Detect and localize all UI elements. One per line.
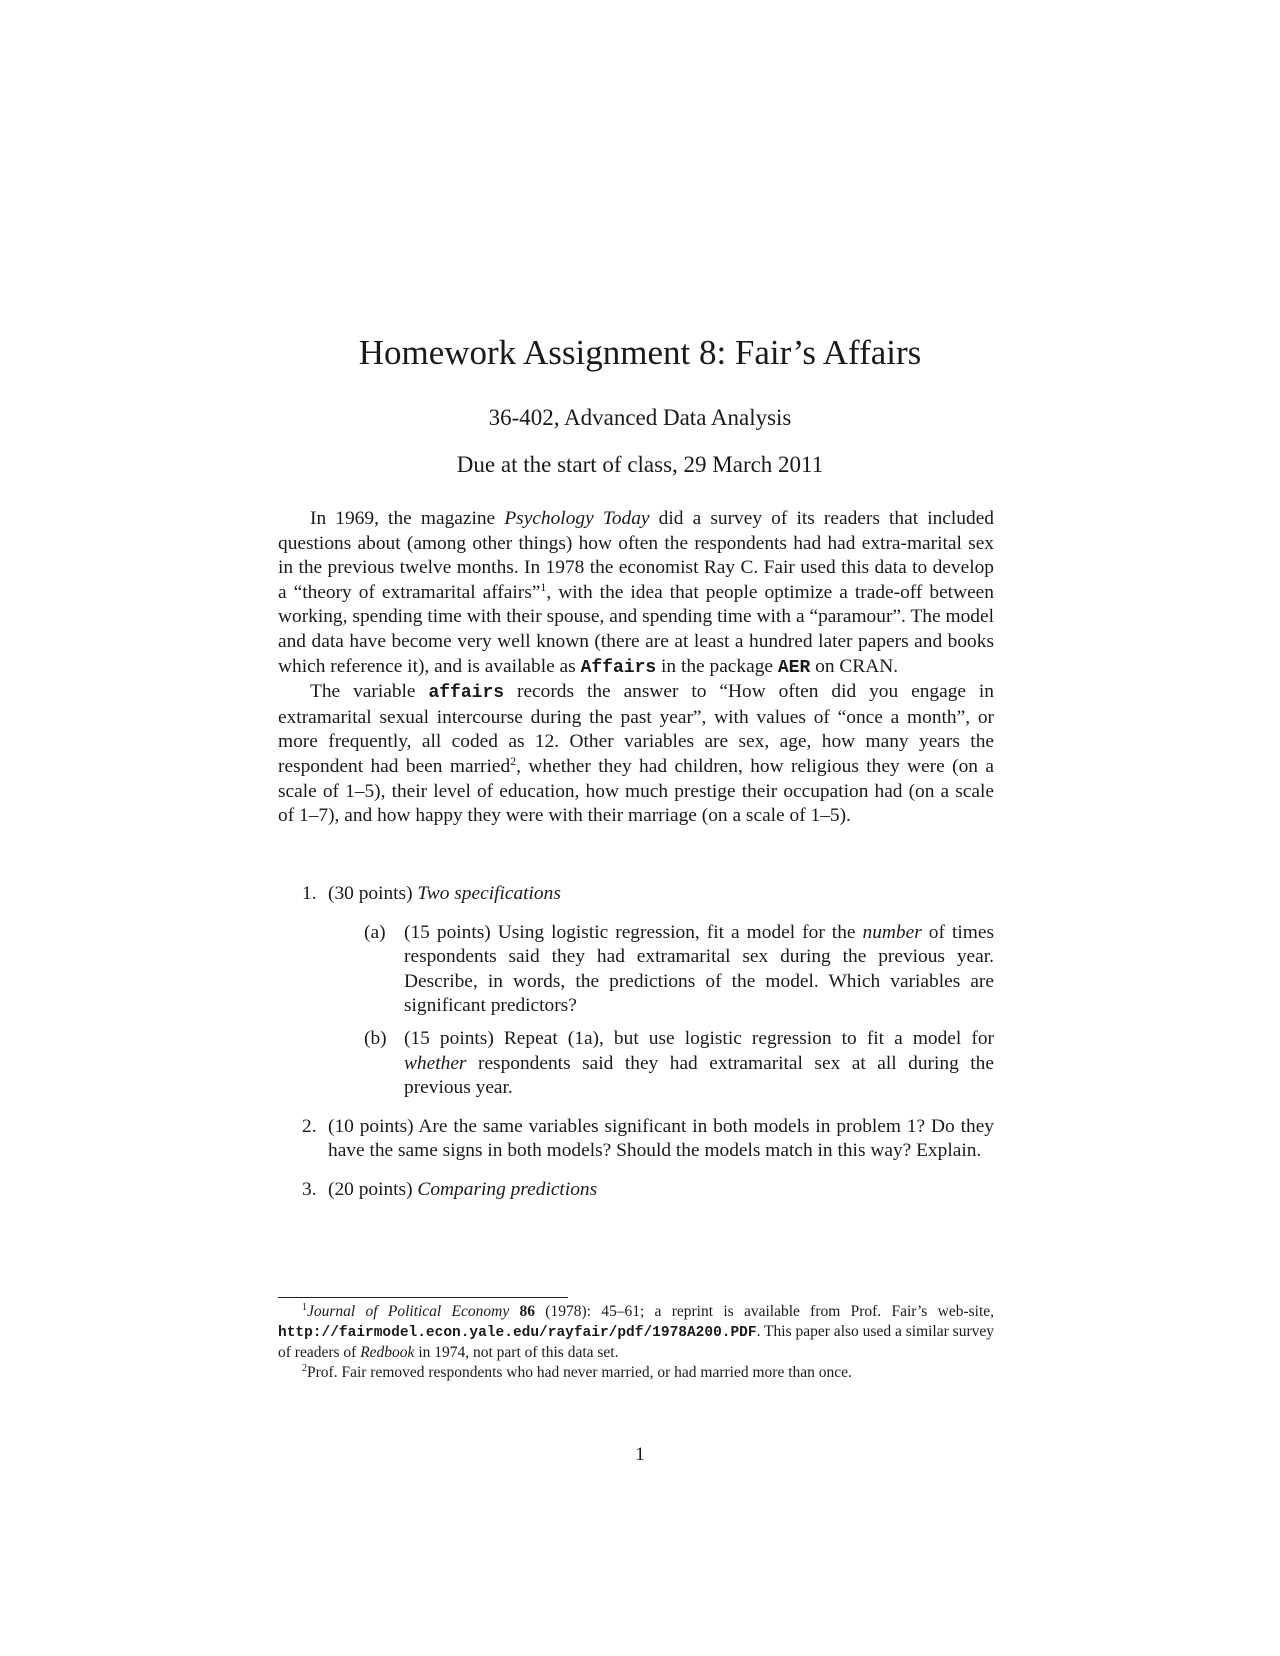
paragraph-1: In 1969, the magazine Psychology Today did a survey of its readers that included questions about (among other things) how often the respondents had had extra-marital sex in the previous twelve months. In 1978 the economist Ray C. Fair used this data to develop a “theory of extramarital affairs”$^1$, with the idea that people optimize a trade-off between working, spending time with their spouse, and spending time with a “paramour”. The model and data have become very well known (there are at least a hundred later papers and books which reference it), and is available as Affairs in the package AER on CRAN. [278,508,994,678]
footnotes [278,1302,994,1382]
dataset-name: Affairs [580,657,657,678]
magazine-name: Psychology Today [504,508,650,529]
footnote-divider [278,1297,568,1298]
document-title: Homework Assignment 8: Fair’s Affairs [358,333,922,372]
problem-1a: (a) (15 points) Using logistic regression, fit a model for the number of times respondents said they had extramarital sex during the previous year. Describe, in words, the predictions of the model. Which variables are significant predictors? [364,921,994,1017]
problem-list [302,882,994,1203]
subproblem-label: (b) [364,1027,387,1049]
footnote-ref-1: 1 [540,579,547,594]
problem-number: 1. [302,883,317,904]
course-name: 36-402, Advanced Data Analysis [488,405,792,430]
problem-3: 3. (20 points) Comparing predictions [302,1178,994,1203]
subproblem-label: (a) [364,921,386,943]
problem-2: 2. (10 points) Are the same variables significant in both models in problem 1? Do they have the same signs in both models? Should the models match in this way? Explain. [302,1115,994,1162]
problem-title: Two specifications [417,883,561,904]
variable-name: affairs [428,683,505,704]
problem-title: Comparing predictions [417,1178,598,1200]
intro-text [278,507,994,829]
problem-number: 3. [302,1178,317,1200]
footnote-1: $^1$Journal of Political Economy 86 (1978): 45–61; a reprint is available from Prof. Fair’s web-site, http://fairmodel.econ.yale.edu/rayfair/pdf/1978A200.PDF. This paper also used a similar survey of readers of Redbook in 1974, not part of this data set. [278,1302,995,1361]
footnote-ref-2: 2 [510,753,517,768]
problem-1b: (b) (15 points) Repeat (1a), but use logistic regression to fit a model for whether respondents said they had extramarital sex at all during the previous year. [364,1027,994,1099]
page-number: 1 [635,1444,645,1465]
problem-number: 2. [302,1115,317,1137]
footnote-2: $^2$Prof. Fair removed respondents who had never married, or had married more than once. [302,1362,852,1381]
due-date: Due at the start of class, 29 March 2011 [456,452,824,477]
fair-website-link[interactable]: http://fairmodel.econ.yale.edu/rayfair/pdf/1978A200.PDF [278,1324,757,1341]
package-name: AER [777,657,811,678]
paragraph-2: The variable affairs records the answer to “How often did you engage in extramarital sexual intercourse during the past year”, with values of “once a month”, or more frequently, all coded as 12. Other variables are sex, age, how many years the respondent had been married$^2$, whether they had children, how religious they were (on a scale of 1–5), their level of education, how much prestige their occupation had (on a scale of 1–7), and how happy they were with their marriage (on a scale of 1–5). [278,681,994,827]
problem-1: 1. (30 points) Two specifications (a) (15 points) Using logistic regression, fit a model for the number of times respondents said they had extramarital sex during the previous year. Describe, in words, the predictions of the model. Which variables are significant predictors? (b) (15 points) Repeat (1a), but use logistic regression to fit a model for whether respondents said they had extramarital sex at all during the previous year. [302,882,994,1101]
